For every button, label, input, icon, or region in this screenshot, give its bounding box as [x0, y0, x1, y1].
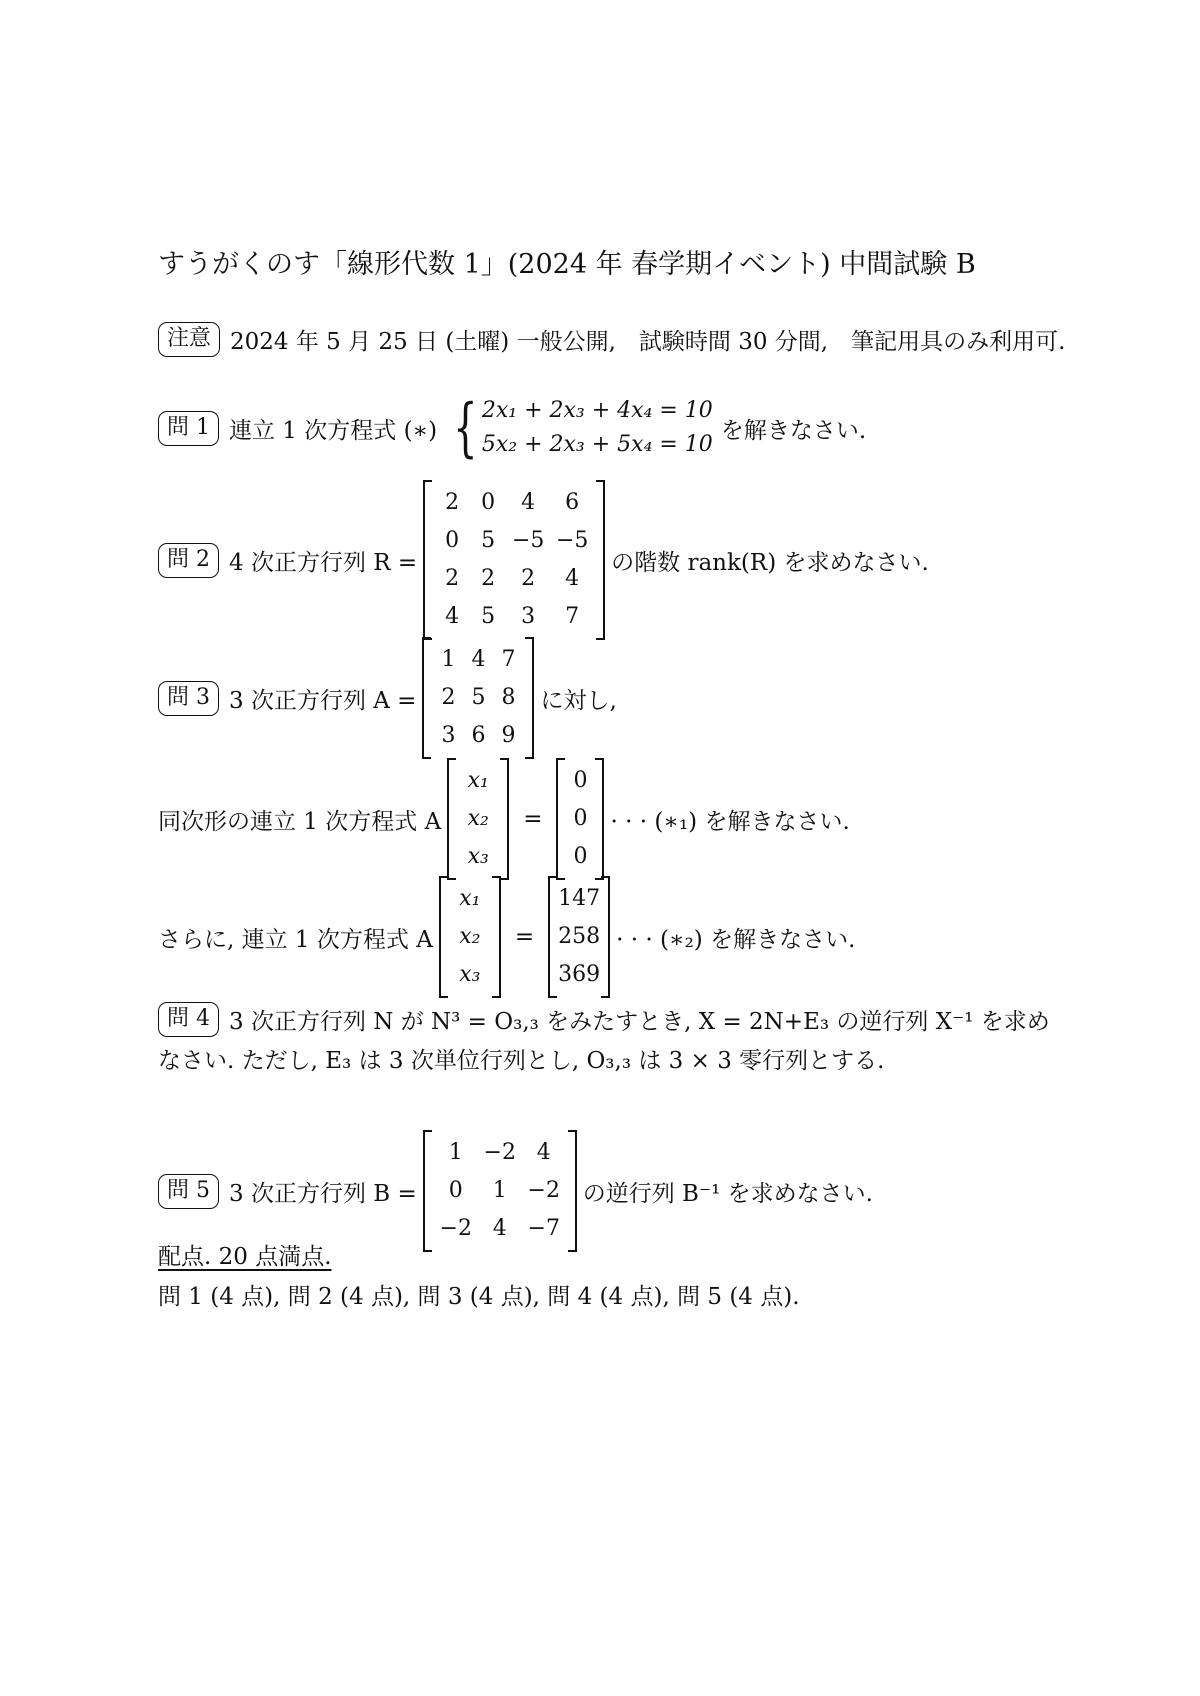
- matrix-R-cell: 2: [445, 490, 460, 515]
- scoring-detail-line: [158, 1278, 800, 1311]
- q5-post: の逆行列 B⁻¹ を求めなさい.: [582, 1180, 873, 1207]
- q3-line2-post: · · · (∗₁) を解きなさい.: [610, 808, 850, 835]
- q4-line2: なさい. ただし, E₃ は 3 次単位行列とし, O₃,₃ は 3 × 3 零行列とする.: [158, 1048, 885, 1074]
- q5-label: 問 5: [158, 1174, 219, 1209]
- equals-sign-1: =: [523, 806, 543, 832]
- exam-title: [158, 242, 976, 281]
- question-3: [158, 637, 617, 759]
- vector-x-cell: x₃: [467, 844, 489, 869]
- matrix-B-cell: 1: [492, 1178, 507, 1203]
- vector-b: [548, 876, 610, 998]
- q3-post: に対し,: [540, 687, 617, 714]
- notice-label: 注意: [158, 322, 220, 357]
- q3-homogeneous-line: [158, 758, 850, 880]
- vector-zero: [556, 758, 604, 880]
- vector-x-2: [439, 876, 501, 998]
- matrix-R: [423, 480, 605, 640]
- matrix-A-cell: 6: [471, 723, 486, 748]
- scoring-detail: 問 1 (4 点), 問 2 (4 点), 問 3 (4 点), 問 4 (4 点), 問 5 (4 点).: [158, 1284, 800, 1310]
- matrix-A-cell: 7: [501, 647, 516, 672]
- question-4: [158, 1002, 1050, 1037]
- notice-line: [158, 322, 1065, 357]
- matrix-B-cell: −2: [483, 1140, 516, 1165]
- vector-x-cell: x₁: [459, 886, 481, 911]
- q3-line3-post: · · · (∗₂) を解きなさい.: [616, 926, 856, 953]
- matrix-A-cell: 5: [471, 685, 486, 710]
- matrix-B-cell: 4: [536, 1140, 551, 1165]
- scoring-heading: 配点. 20 点満点.: [158, 1244, 332, 1270]
- matrix-B-cell: 4: [492, 1216, 507, 1241]
- matrix-B-cell: −7: [527, 1216, 560, 1241]
- matrix-R-cell: 2: [445, 566, 460, 591]
- question-2: [158, 480, 929, 640]
- matrix-R-cell: 0: [481, 490, 496, 515]
- q2-label: 問 2: [158, 543, 219, 578]
- matrix-A: [422, 637, 534, 759]
- matrix-R-cell: 4: [445, 604, 460, 629]
- matrix-R-cell: 5: [481, 604, 496, 629]
- matrix-R-cell: 4: [521, 490, 536, 515]
- vector-x-1: [447, 758, 509, 880]
- question-5: [158, 1130, 873, 1252]
- matrix-B-cell: −2: [439, 1216, 472, 1241]
- question-1: [158, 391, 867, 465]
- vector-b-cell: 258: [558, 924, 601, 949]
- matrix-B-cell: 0: [448, 1178, 463, 1203]
- title-text: すうがくのす「線形代数 1」(2024 年 春学期イベント) 中間試験 B: [158, 249, 976, 280]
- matrix-R-cell: 5: [481, 528, 496, 553]
- q3-line2-pre: 同次形の連立 1 次方程式 A: [158, 808, 442, 835]
- q1-system: [445, 391, 713, 465]
- matrix-B-cell: −2: [527, 1178, 560, 1203]
- matrix-R-cell: 6: [565, 490, 580, 515]
- matrix-R-cell: 2: [521, 566, 536, 591]
- matrix-B: [423, 1130, 577, 1252]
- q3-inhomogeneous-line: [158, 876, 855, 998]
- q1-pre: 連立 1 次方程式 (∗): [229, 417, 438, 444]
- q1-equation-2: 5x₂ + 2x₃ + 5x₄ = 10: [481, 432, 713, 457]
- matrix-A-cell: 4: [471, 647, 486, 672]
- vector-x-cell: x₂: [459, 924, 481, 949]
- vector-b-cell: 147: [558, 886, 601, 911]
- vector-zero-cell: 0: [573, 844, 588, 869]
- matrix-A-cell: 1: [441, 647, 456, 672]
- vector-x-cell: x₁: [467, 768, 489, 793]
- vector-b-cell: 369: [558, 962, 601, 987]
- matrix-R-cell: 4: [565, 566, 580, 591]
- matrix-R-cell: −5: [555, 528, 589, 553]
- matrix-B-cell: 1: [448, 1140, 463, 1165]
- q3-label: 問 3: [158, 681, 219, 716]
- notice-text: 2024 年 5 月 25 日 (土曜) 一般公開, 試験時間 30 分間, 筆記用具のみ利用可.: [230, 329, 1066, 355]
- q4-label: 問 4: [158, 1002, 219, 1037]
- matrix-R-cell: 3: [521, 604, 536, 629]
- q4-line1: 3 次正方行列 N が N³ = O₃,₃ をみたすとき, X = 2N+E₃ の逆行列 X⁻¹ を求め: [229, 1009, 1050, 1035]
- q5-pre: 3 次正方行列 B =: [229, 1180, 417, 1207]
- equals-sign-2: =: [514, 924, 535, 950]
- q2-post: の階数 rank(R) を求めなさい.: [611, 549, 929, 576]
- vector-zero-cell: 0: [573, 768, 588, 793]
- matrix-R-cell: 0: [445, 528, 460, 553]
- q1-label: 問 1: [158, 411, 219, 446]
- q1-post: を解きなさい.: [720, 417, 867, 444]
- matrix-A-cell: 3: [441, 723, 456, 748]
- matrix-R-cell: 2: [481, 566, 496, 591]
- q3-pre: 3 次正方行列 A =: [229, 687, 417, 714]
- q3-line3-pre: さらに, 連立 1 次方程式 A: [158, 926, 433, 953]
- scoring-heading-line: [158, 1238, 332, 1271]
- q1-equation-1: 2x₁ + 2x₃ + 4x₄ = 10: [481, 398, 713, 423]
- q2-pre: 4 次正方行列 R =: [229, 549, 418, 576]
- vector-x-cell: x₂: [467, 806, 489, 831]
- matrix-A-cell: 9: [501, 723, 516, 748]
- vector-x-cell: x₃: [459, 962, 481, 987]
- question-4-cont: [158, 1042, 884, 1075]
- vector-zero-cell: 0: [573, 806, 588, 831]
- matrix-A-cell: 8: [501, 685, 516, 710]
- matrix-R-cell: 7: [565, 604, 580, 629]
- matrix-R-cell: −5: [511, 528, 545, 553]
- matrix-A-cell: 2: [441, 685, 456, 710]
- brace-icon: {: [453, 391, 478, 465]
